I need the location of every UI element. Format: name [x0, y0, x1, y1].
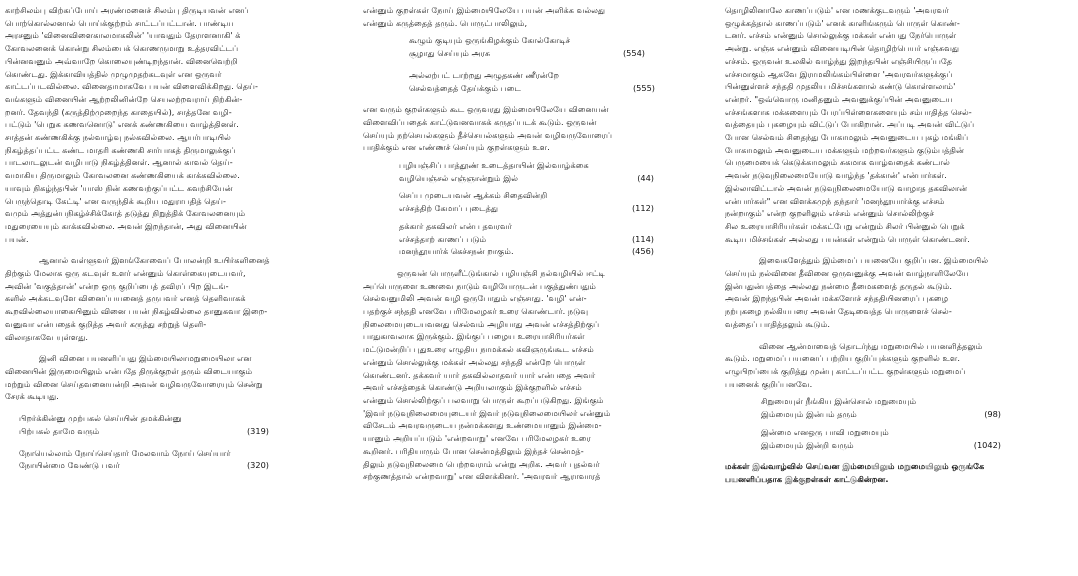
text-line: பெருமையைக் கெடுக்காமலும் சுகமாக வாழ்வதைக் கண்டால் [725, 157, 950, 168]
couplet [5, 447, 269, 472]
couplet-number: (44) [637, 172, 654, 183]
paragraph [725, 460, 1073, 485]
couplet-line: செல்வத்தைத் தேய்க்கும் படை [409, 82, 522, 93]
text-line: அப்பொருளை உணவை நாடும் வழியோருடன் பகுத்துண்பதும் [363, 280, 596, 291]
text-line: பாதுகாவலாக இருக்கும். இங்குப் பழைய உரையாசிரியர்கள் [363, 331, 585, 342]
text-line: வமாகிய திருமாலும் கோவலனை கண்ணகியைக் காக்கவில்லை. [5, 170, 240, 181]
text-line: காற்சிலம்பு விற்கப்போய் அரண்மனைச் சிலம்பு திருடியவன் எனப் [5, 5, 249, 15]
text-line: போகாமலும் அவனுடைய மக்களும் மற்றவர்களும் குடும்பத்தின் [725, 144, 965, 155]
couplet-line: வழியெஞ்சல் எஞ்ஞான்றும் இல் [399, 172, 519, 183]
text-line: வத்தைப் பாதித்தலும் கூடும். [725, 318, 831, 329]
text-line: மதுரையையும் காக்கவில்லை. அவன் இறந்தான், அது வினையின் [5, 220, 247, 231]
paragraph [725, 4, 1073, 245]
text-line: விளைவிப்பதைக் காட்டுவனவாகக் கருதப்படக் கூடும். ஒருவன் [363, 116, 597, 127]
couplet-number: (319) [246, 425, 269, 436]
text-line: வமும் அத்துன்பநிகழ்ச்சிக்கோத் தடுத்து நிறுத்திக் கோவலனையும் [5, 208, 246, 219]
couplet-line: இன்மை எனஒரு பாவி மறுமையும் [761, 426, 889, 437]
couplet-number: (114) [631, 233, 654, 244]
paragraph [363, 103, 705, 154]
couplet-number: (555) [632, 82, 655, 93]
couplet-line: கூழும் குடியும் ஒருங்கிழக்கும் கோல்கோடிச் [409, 35, 571, 46]
couplet-line: இம்மையும் இன்பம் தரும் [761, 409, 857, 420]
text-line: பாதிக்கும் என எண்ணச் செய்யும் குறள்களும் உள. [363, 142, 550, 153]
text-line: பாடலாடலுடன் வழிபாடு நிகழ்த்தினள். ஆனால் காவல் தெய்- [5, 157, 233, 168]
couplet-number: (456) [631, 246, 654, 257]
couplet [399, 159, 654, 184]
text-line: மக்கள் இவ்வாழ்வில் செய்வன இம்மையிலும் மறுமையிலும் ஒருங்கே [725, 461, 985, 472]
couplet-line: பிற்பகல் தாமே வரும் [19, 425, 100, 436]
text-line: வனுவா என்பதைக் குறித்த அவர் கருத்து சற்றுத் தெளி- [5, 318, 207, 329]
text-line: யாவும் நிகழ்ந்தபின் 'யாஸ் நின் கணவற்குப்பட்ட கவற்சியேன் [5, 182, 233, 193]
paragraph [363, 267, 705, 483]
paragraph [725, 340, 1073, 391]
couplet [761, 395, 1001, 420]
couplet-number: (112) [631, 203, 654, 214]
text-line: கூறவில்லையாகையினும் வினை பயன் நிகழ்வில்லை தானுகவா இறை- [5, 306, 268, 317]
text-line: அவன் நடுவுநிலைமையோடு வாழ்ந்த 'தக்கான்' என்பார்கள். [725, 170, 947, 181]
column-3 [725, 4, 1073, 486]
text-line: இனி வினை பயனளிப்பது இம்மையிலாமறுமையிலா என [39, 353, 252, 364]
text-line: நன்றாகும்' என்ற குறளிலும் எச்சம் என்னும் சொல்லிற்குச் [725, 208, 935, 219]
couplet-line: நோயின்மை வேண்டு பவர் [19, 460, 120, 471]
text-line: சற்குணத்தால் என்றவாறு' என விளக்கினர். 'அவரவர் ஆராவாரத் [363, 471, 601, 482]
text-line: எச்சம். ஒருவன் உலகில் வாழ்ந்து இறந்தபின் எஞ்சியிருப்பதே [725, 55, 953, 66]
text-line: நிகழ்த்தப்பட்ட கண்ட மாதரி கண்ணகி சார்பாகத் திருமாலுக்குப் [5, 144, 236, 155]
couplet [761, 426, 1001, 451]
text-line: திற்கும் மேலாக ஒரு கடவுள் உளர் என்னும் கொள்கையுடையவர், [5, 268, 246, 279]
text-line: விலாதாகவே யுள்ளது. [5, 331, 88, 342]
text-line: செய்யும் நல்வினை தீவினை ஒருவனுக்கு அவன் வாழ்நாளிலேயே [725, 268, 969, 279]
couplet-line: செப்ப முடையவன் ஆக்கம் சிதைவின்றி [399, 190, 548, 201]
text-line: என்னும் சொல்லுக்கு மக்கள் அல்லது சந்ததி என்றே பொருள் [363, 356, 586, 367]
text-line: வத்தையும் புகழையும் விட்டுப் போகிறான். அப்படி அவன் விட்டுப் [725, 119, 975, 130]
couplet-line: இம்மையும் இன்றி வரும் [761, 439, 854, 450]
couplet-number: (320) [246, 460, 269, 471]
text-line: என்னும் சொல்லிற்குப் பலவாறு பொருள் கூறப்படுகிறது. இங்கும் [363, 394, 604, 405]
text-line: என வரும் குறள்களும் கூட ஒருவரது இம்மையிலேயே வினையன் [363, 104, 609, 115]
text-line: இன்பதுன்பத்தை அல்லது நன்மை தீமைகளைத் தருதல் கூடும். [725, 280, 953, 291]
text-line: கொண்டது. இக்காவியத்தில் முழுமுதற்கடவுள் என ஒருவர் [5, 68, 222, 79]
couplet-line: தக்கார் தகவிலர் என்ப தவரவர் [399, 220, 513, 231]
couplet [399, 220, 654, 245]
couplet-number: (554) [622, 48, 645, 59]
text-line: பயனளிப்பதாக இக்குறள்கள் காட்டுகின்றன. [725, 473, 889, 484]
couplet-line: பழியஞ்சிப் பாத்தூண் உடைத்தாயின் இல்வாழ்க்கை [399, 160, 589, 171]
text-line: சில உரையாசிரியர்கள் மக்கட்பேறு என்றும் சிலர் பின்னுல் பெறுக் [725, 220, 965, 231]
text-line: வங்களும் வினையின் ஆற்றலினின்றே செயலற்றவராய் நிற்கின்- [5, 93, 243, 104]
text-line: களில் அக்கடவுளே வினைப்பயனைத் தருபவர் எனத் தெளிவாகக் [5, 293, 246, 304]
text-line: செய்யும் நற்செயல்களும் தீச்செயல்களும் அவன் வழிவருவோரைப் [363, 129, 613, 140]
text-line: விசேடம் அவரவருடைய நன்மக்களது உண்மையானும் இன்மை- [363, 420, 602, 431]
text-line: செல்வனுமிலி அவன் வழி ஒருபோதும் எஞ்சாது. 'வழி' என்- [363, 293, 587, 304]
text-line: எழுபிறப்பைக் குறித்து முன்பு காட்டப்பட்ட குறள்களும் மறுமைப் [725, 365, 966, 376]
text-line: சாத்தன் கண்ணகிக்கு நல்வாழ்வு நல்கவில்லை. ஆயர்பாடியில் [5, 132, 231, 143]
text-line: யானும் அறியப்படும் 'என்றவாறு' எனவே பரிமேலழகர் உரை [363, 433, 591, 444]
text-line: நற்புகழை நல்கியபரை அவன் தேடிவைத்த பொருளைச் செல்- [725, 306, 952, 317]
text-line: அவர் எச்சத்தைக் கொண்டு அறியலாகும் இக்குறளில் எச்சம் [363, 382, 582, 393]
text-line: 'இவர் நடுவுநிலைமையுடையர் இவர் நடுவுநிலைமையிலர் என்னும் [363, 407, 611, 418]
text-line: தொழிலினாலே காணப்படும்' என மணக்குடவரும் 'அவரவர் [725, 5, 949, 15]
column-1 [5, 4, 347, 472]
couplet-line: எச்சத்தாற் காணப் படும் [399, 233, 487, 244]
text-line: பின்னுள்ளச் சந்ததி முதலிய மிச்சங்களால் கண்டு கொள்ளலாம்' [725, 81, 956, 92]
text-line: என்றர். "ஒவ்வொரு மனிதனும் அவனுக்குப்பின் அவனுடைய [725, 93, 953, 104]
couplet [409, 34, 645, 59]
text-line: மற்றும் வினை செய்தவனையன்றி அவன் வழிவருவோரையும் சென்று [5, 378, 263, 389]
text-line: கோவலனைக் கொன்று சிலம்பைக் கொணருமாறு உத்தரவிட்டப் [5, 43, 239, 54]
couplet [399, 245, 654, 258]
text-line: பெருந்தொடி கேட்டி' என வருந்திக் கூறிய மதுராபதித் தெய்- [5, 195, 226, 206]
column-2 [363, 4, 705, 483]
text-line: பின்னவனும் அவ்வாறே கொலையுண்டிறந்தான். வினைவெற்றி [5, 55, 238, 66]
paragraph [5, 254, 347, 343]
couplet-line: சிறுமையுள் நீங்கிய இன்சொல் மறுமையும் [761, 396, 917, 407]
text-line: பயன். [5, 233, 29, 244]
text-line: சேரக் கூடியது. [5, 391, 59, 402]
text-line: பயனைக் குறிப்பனவே. [725, 378, 813, 389]
text-line: எச்சங்களாக மக்களையும் பேரப்பிள்ளைகளையும் சம்பாதித்த செல்- [725, 106, 972, 117]
couplet-number: (98) [984, 409, 1001, 420]
text-line: எச்சமாகும் ஆகவே இராமலிங்கம்பிள்ளை 'அவரவர்களுக்குப் [725, 68, 953, 79]
text-line: என்பார்கள்" என விளக்கமுந் தந்தார் 'மனந்தூயார்க்கு எச்சம் [725, 195, 945, 206]
text-line: இவைகளேத்தும் இம்மைப் பயனையே குறிப்பன. இம்மையில் [759, 255, 989, 266]
text-line: பட்டும் 'பெறுக கணவனொடு' எனக் கண்ணகியை வாழ்த்தினள். [5, 119, 239, 130]
text-line: திலும் நடுவுநிலைமை பெற்றவராம் என்று அறிக. அவர் புதல்வர் [363, 458, 600, 469]
text-line: நிலைமையுடையவனது செல்வம் அழியாது அவன் எச்சத்திற்குப் [363, 318, 600, 329]
couplet-line: நோயெல்லாம் நோய்செய்தார் மேலவாம் நோய் செய்யார் [19, 447, 231, 458]
text-line: காட்டப்படவில்லை. வினைதாமாகவே பயன் விளைவிக்கிறது. தெய்- [5, 81, 259, 92]
paragraph [725, 254, 1073, 330]
text-line: அவின் 'வகுத்தான்' என்ற ஒரு குறிப்பைத் தவிரப் பிற இடங்- [5, 280, 229, 291]
text-line: மட்டுமன்றிப் புதுஉரை எழுதிய நாமக்கல் கவிஞருங்கூட எச்சம் [363, 344, 594, 355]
couplet [409, 69, 655, 94]
couplet-line: அல்லற்பட் டாற்றது அழுதகண் ணீரன்றே [409, 69, 560, 80]
text-line: அரசனும் 'வினைவிளைகாலமாகலின்' 'யாவதும் தேராளனாகி' க் [5, 30, 241, 41]
couplet-line: எச்சத்திற் கேமாப் புடைத்து [399, 203, 499, 214]
text-line: இல்லாவிட்டால் அவன் நடுவுநிலைமையோடு வாழாத தகவிலான் [725, 182, 968, 193]
text-line: வினை ஆன்மாவைத் தொடர்ந்து மறுமையில் பயனளித்தலும் [759, 340, 983, 351]
text-line: கூடும். மறுமைப் பயனைப் பற்றிய குறிப்புக்களும் குறளில் உள. [725, 353, 960, 364]
text-line: கூறினர். பரிதியாரும் போன சென்மத்திலும் இந்தச் சென்மத்- [363, 445, 584, 456]
couplet-line: சூழாது செய்யும் அரசு [409, 48, 491, 59]
text-line: ஆனால் வள்ளுவர் இளங்கோவைப் போலன்றி உயிர்களினைத் [39, 255, 270, 266]
couplet [5, 412, 269, 437]
text-line: என்னும் குறள்கள் நோய் இம்மையிலேயே பயன் அளிக்க வல்லது [363, 5, 606, 15]
text-line: ஒருவன் பொருளீட்டுங்கால் பழியஞ்சி நல்வழியில் ஈட்டி [397, 267, 605, 278]
paragraph [5, 4, 347, 245]
text-line: போன செல்வம் சிதைந்து போகாமலும் அவனுடைய புகழ் மங்கிப் [725, 132, 969, 143]
text-line: கூடிய மிச்சங்கள் அல்லது பயன்கள் என்றும் பொருள் கொண்டனர். [725, 233, 970, 244]
text-line: பொற்கொல்லனால் பொய்க்குற்றம் சாட்டப்பட்டான். பாண்டிய [5, 17, 234, 28]
text-line: டனர். எச்சம் என்னும் சொல்லுக்கு மக்கள் என்பது நேர்பொருள் [725, 30, 957, 41]
couplet-line: மனந்தூயார்க் கெச்சநன் றாகும். [399, 246, 514, 257]
text-line: வினையின் இருமையிலும் என்பதே திருக்குறள் தரும் விடையாகும் [5, 365, 253, 376]
text-line: கொண்டனர். தக்கவர் யார் தகவில்லாதவர் யார் என்பதை அவர் [363, 369, 596, 380]
text-line: அன்று. எஞ்சு என்னும் வினையடியின் தொழிற்பெயர் எஞ்சுவது [725, 43, 960, 54]
text-line: என்னும் கருத்தைத் தரும். பொருட்பாலிலும், [363, 17, 528, 28]
text-line: ஒழுக்கத்தால் காணப்படும்' எனக் காளிங்கரும் பொருள் கொண்- [725, 17, 960, 28]
paragraph [363, 4, 705, 29]
paragraph [5, 352, 347, 403]
couplet-line: பிறர்க்கின்னு முற்பகல் செய்யின் தமக்கின்னு [19, 413, 182, 424]
couplet-number: (1042) [973, 439, 1001, 450]
text-line: றனர். தேவந்தி (கருத்திற்முறைந்த காதையில்), சாத்தனே வழி- [5, 106, 232, 117]
text-line: பதற்குச் சந்ததி எனவே பரிமேலழகர் உரை கொண்டார். நடுவு [363, 306, 589, 317]
couplet [399, 189, 654, 214]
text-line: அவன் இறந்தபின் அவன் மக்களோச் சந்ததியினரைப் புகழை [725, 293, 949, 304]
